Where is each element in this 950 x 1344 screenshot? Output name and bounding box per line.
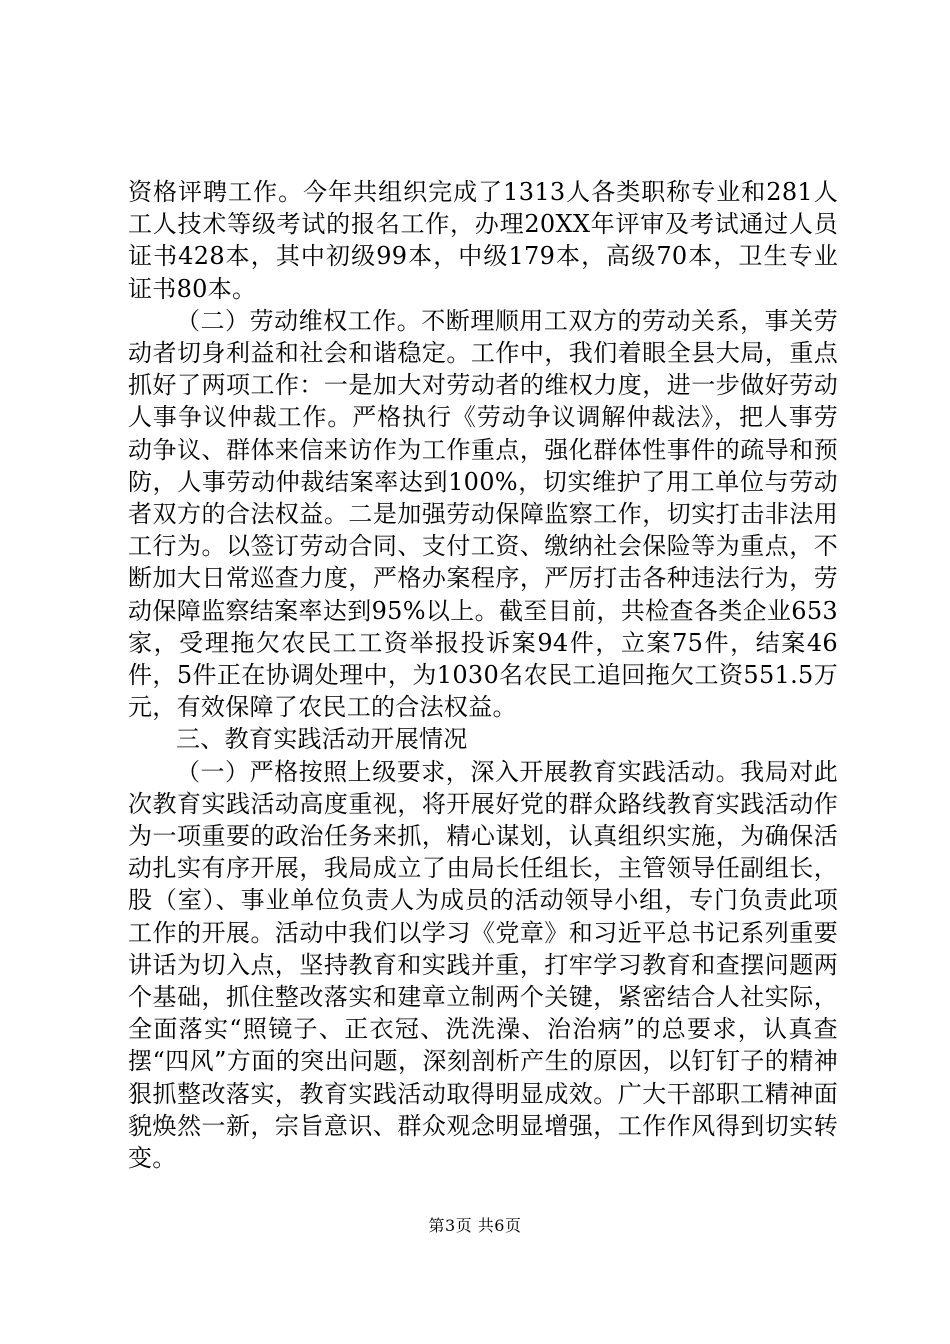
page-number-footer: 第3页 共6页 [428, 1216, 522, 1235]
paragraph-qualification-continuation: 资格评聘工作。今年共组织完成了1313人各类职称专业和281人工人技术等级考试的报名工作，办理20XX年评审及考试通过人员证书428本，其中初级99本，中级179本，高级70本，卫生专业证书80本。 [128, 178, 838, 303]
paragraph-labor-rights: （二）劳动维权工作。不断理顺用工双方的劳动关系，事关劳动者切身利益和社会和谐稳定。工作中，我们着眼全县大局，重点抓好了两项工作：一是加大对劳动者的维权力度，进一步做好劳动人事争议仲裁工作。严格执行《劳动争议调解仲裁法》，把人事劳动争议、群体来信来访作为工作重点，强化群体性事件的疏导和预防，人事劳动仲裁结案率达到100%，切实维护了用工单位与劳动者双方的合法权益。二是加强劳动保障监察工作，切实打击非法用工行为。以签订劳动合同、支付工资、缴纳社会保险等为重点，不断加大日常巡查力度，严格办案程序，严厉打击各种违法行为，劳动保障监察结案率达到95%以上。截至目前，共检查各类企业653家，受理拖欠农民工工资举报投诉案94件，立案75件，结案46件，5件正在协调处理中，为1030名农民工追回拖欠工资551.5万元，有效保障了农民工的合法权益。 [128, 306, 838, 722]
paragraph-education-practice: （一）严格按照上级要求，深入开展教育实践活动。我局对此次教育实践活动高度重视，将开展好党的群众路线教育实践活动作为一项重要的政治任务来抓，精心谋划，认真组织实施，为确保活动扎实有序开展，我局成立了由局长任组长，主管领导任副组长，股（室）、事业单位负责人为成员的活动领导小组，专门负责此项工作的开展。活动中我们以学习《党章》和习近平总书记系列重要讲话为切入点，坚持教育和实践并重，打牢学习教育和查摆问题两个基础，抓住整改落实和建章立制两个关键，紧密结合人社实际，全面落实“照镜子、正衣冠、洗洗澡、治治病”的总要求，认真查摆“四风”方面的突出问题，深刻剖析产生的原因，以钉钉子的精神狠抓整改落实，教育实践活动取得明显成效。广大干部职工精神面貌焕然一新，宗旨意识、群众观念明显增强，工作作风得到切实转变。 [128, 757, 838, 1173]
section-heading-education-practice: 三、教育实践活动开展情况 [176, 725, 468, 754]
document-body [128, 176, 838, 1174]
